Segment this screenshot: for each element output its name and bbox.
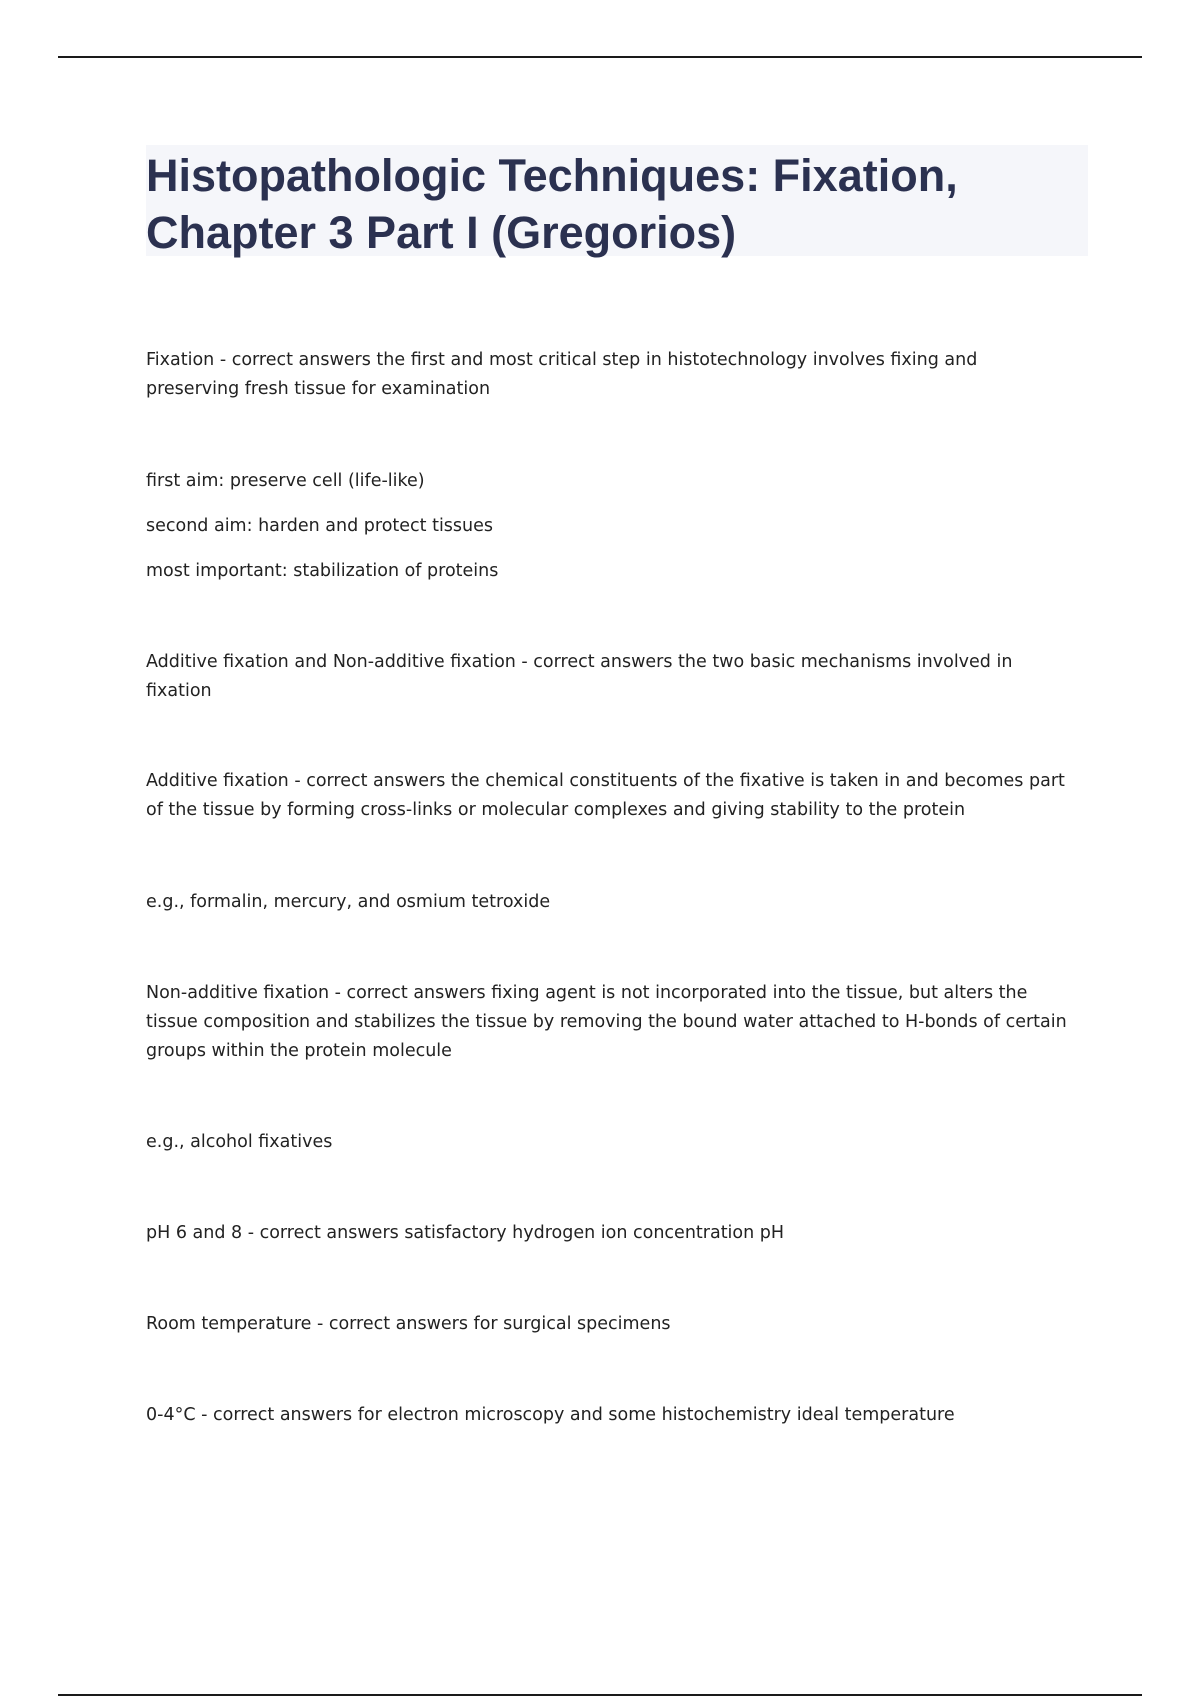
- paragraph-most-important: [146, 557, 1096, 586]
- text-line: Additive fixation and Non-additive fixation - correct answers the two basic mechanisms involved in: [146, 652, 1013, 672]
- text-line: pH 6 and 8 - correct answers satisfactory hydrogen ion concentration pH: [146, 1223, 785, 1243]
- text-line: Room temperature - correct answers for surgical specimens: [146, 1314, 671, 1334]
- text-line: preserving fresh tissue for examination: [146, 379, 491, 399]
- text-line: Non-additive fixation - correct answers fixing agent is not incorporated into the tissue, but alters the: [146, 983, 1028, 1003]
- paragraph-additive-examples: [146, 888, 1096, 917]
- text-line: e.g., alcohol fixatives: [146, 1132, 333, 1152]
- paragraph-room-temperature: [146, 1310, 1096, 1339]
- text-line: 0-4°C - correct answers for electron microscopy and some histochemistry ideal temperature: [146, 1405, 955, 1425]
- text-line: groups within the protein molecule: [146, 1041, 452, 1061]
- bottom-rule: [58, 1694, 1142, 1696]
- paragraph-non-additive-fixation: [146, 979, 1096, 1066]
- paragraph-cold-temperature: [146, 1401, 1096, 1430]
- paragraph-non-additive-examples: [146, 1128, 1096, 1157]
- paragraph-first-aim: [146, 467, 1096, 496]
- paragraph-second-aim: [146, 512, 1096, 541]
- text-line: Fixation - correct answers the first and most critical step in histotechnology involves fixing and: [146, 350, 978, 370]
- text-line: second aim: harden and protect tissues: [146, 516, 494, 536]
- text-line: tissue composition and stabilizes the tissue by removing the bound water attached to H-bonds of certain: [146, 1012, 1067, 1032]
- paragraph-mechanisms: [146, 648, 1096, 706]
- title-line: Histopathologic Techniques: Fixation,: [146, 150, 958, 201]
- text-line: of the tissue by forming cross-links or molecular complexes and giving stability to the protein: [146, 800, 966, 820]
- text-line: e.g., formalin, mercury, and osmium tetroxide: [146, 892, 551, 912]
- paragraph-additive-fixation: [146, 767, 1096, 825]
- top-rule: [58, 56, 1142, 58]
- text-line: Additive fixation - correct answers the chemical constituents of the fixative is taken in and becomes part: [146, 771, 1065, 791]
- text-line: fixation: [146, 681, 212, 701]
- text-line: most important: stabilization of proteins: [146, 561, 499, 581]
- page-title: [146, 147, 1086, 261]
- paragraph-ph: [146, 1219, 1096, 1248]
- text-line: first aim: preserve cell (life-like): [146, 471, 425, 491]
- title-line: Chapter 3 Part I (Gregorios): [146, 207, 737, 258]
- paragraph-fixation: [146, 346, 1096, 404]
